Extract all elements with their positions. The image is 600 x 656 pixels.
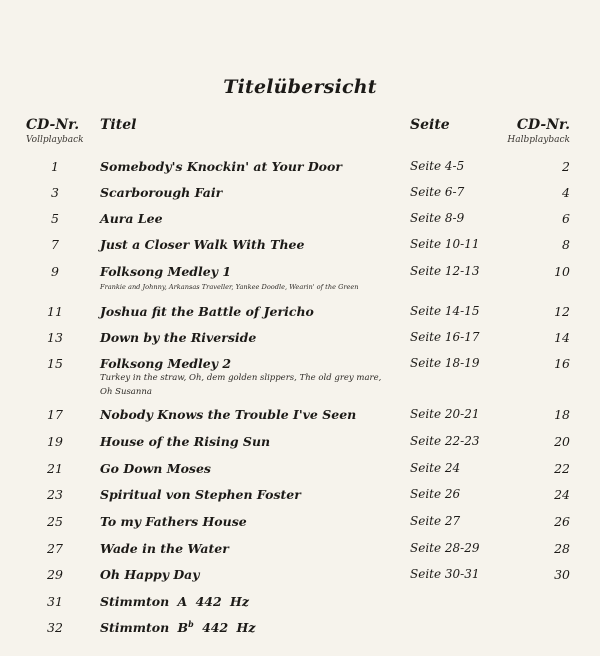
track-number-voll: 13 [47,330,63,345]
track-number-halb: 2 [562,159,570,174]
flat-sign: b [188,618,194,629]
track-page: Seite 27 [410,514,461,528]
track-page: Seite 4-5 [410,159,465,173]
track-number-voll: 19 [47,434,63,449]
page-title: Titelübersicht [223,76,377,98]
header-seite: Seite [410,117,450,133]
track-number-voll: 7 [51,237,59,252]
track-title-main: Stimmton B [100,620,189,635]
track-title: Go Down Moses [100,461,211,476]
track-number-voll: 23 [47,487,63,502]
track-subtitle-continued: Oh Susanna [100,387,152,397]
track-number-voll: 29 [47,567,63,582]
track-number-halb: 12 [554,304,570,319]
track-number-voll: 32 [47,620,63,635]
track-number-voll: 27 [47,541,63,556]
track-title: To my Fathers House [100,514,247,529]
track-number-halb: 22 [554,461,570,476]
track-number-voll: 5 [51,211,59,226]
track-number-halb: 20 [554,434,570,449]
track-number-voll: 21 [47,461,63,476]
track-page: Seite 14-15 [410,304,480,318]
track-number-voll: 15 [47,356,63,371]
track-title: Oh Happy Day [100,567,200,582]
track-title: Wade in the Water [100,541,229,556]
track-page: Seite 30-31 [410,567,480,581]
header-titel: Titel [100,117,137,133]
track-title: Stimmton A 442 Hz [100,594,249,609]
track-number-halb: 10 [554,264,570,279]
track-title: Down by the Riverside [100,330,257,345]
track-page: Seite 28-29 [410,541,480,555]
track-number-halb: 26 [554,514,570,529]
header-cd-nr-halbplayback: CD-Nr. [516,117,570,133]
track-title: House of the Rising Sun [100,434,271,449]
track-title: Scarborough Fair [100,185,223,200]
track-number-voll: 31 [47,594,63,609]
header-halbplayback-label: Halbplayback [507,135,570,145]
track-number-halb: 28 [554,541,570,556]
track-page: Seite 16-17 [410,330,480,344]
track-number-halb: 24 [554,487,570,502]
track-number-voll: 1 [51,159,59,174]
track-subtitle: Turkey in the straw, Oh, dem golden slippers, The old grey mare, [100,373,382,383]
track-number-halb: 16 [554,356,570,371]
track-number-halb: 6 [562,211,570,226]
track-page: Seite 6-7 [410,185,465,199]
track-number-halb: 14 [554,330,570,345]
track-subtitle: Frankie and Johnny, Arkansas Traveller, Yankee Doodle, Wearin' of the Green [100,283,359,291]
track-title: Joshua fit the Battle of Jericho [100,304,314,319]
header-cd-nr-vollplayback: CD-Nr. [26,117,80,133]
track-page: Seite 24 [410,461,461,475]
track-title: Just a Closer Walk With Thee [100,237,305,252]
track-title: Aura Lee [100,211,163,226]
track-page: Seite 8-9 [410,211,465,225]
track-page: Seite 18-19 [410,356,480,370]
track-title: Somebody's Knockin' at Your Door [100,159,342,174]
track-title: Spiritual von Stephen Foster [100,487,301,502]
track-title-frequency: 442 Hz [193,620,256,635]
track-title [100,620,400,635]
track-number-voll: 9 [51,264,59,279]
track-number-halb: 8 [562,237,570,252]
header-vollplayback-label: Vollplayback [26,135,84,145]
track-page: Seite 20-21 [410,407,480,421]
track-title: Folksong Medley 2 [100,356,232,371]
track-number-voll: 3 [51,185,59,200]
track-number-halb: 18 [554,407,570,422]
track-number-halb: 30 [554,567,570,582]
track-number-voll: 17 [47,407,63,422]
track-page: Seite 10-11 [410,237,480,251]
track-title: Nobody Knows the Trouble I've Seen [100,407,357,422]
track-page: Seite 26 [410,487,461,501]
track-page: Seite 22-23 [410,434,480,448]
track-title: Folksong Medley 1 [100,264,232,279]
track-page: Seite 12-13 [410,264,480,278]
track-number-voll: 11 [47,304,63,319]
track-number-voll: 25 [47,514,63,529]
track-number-halb: 4 [562,185,570,200]
